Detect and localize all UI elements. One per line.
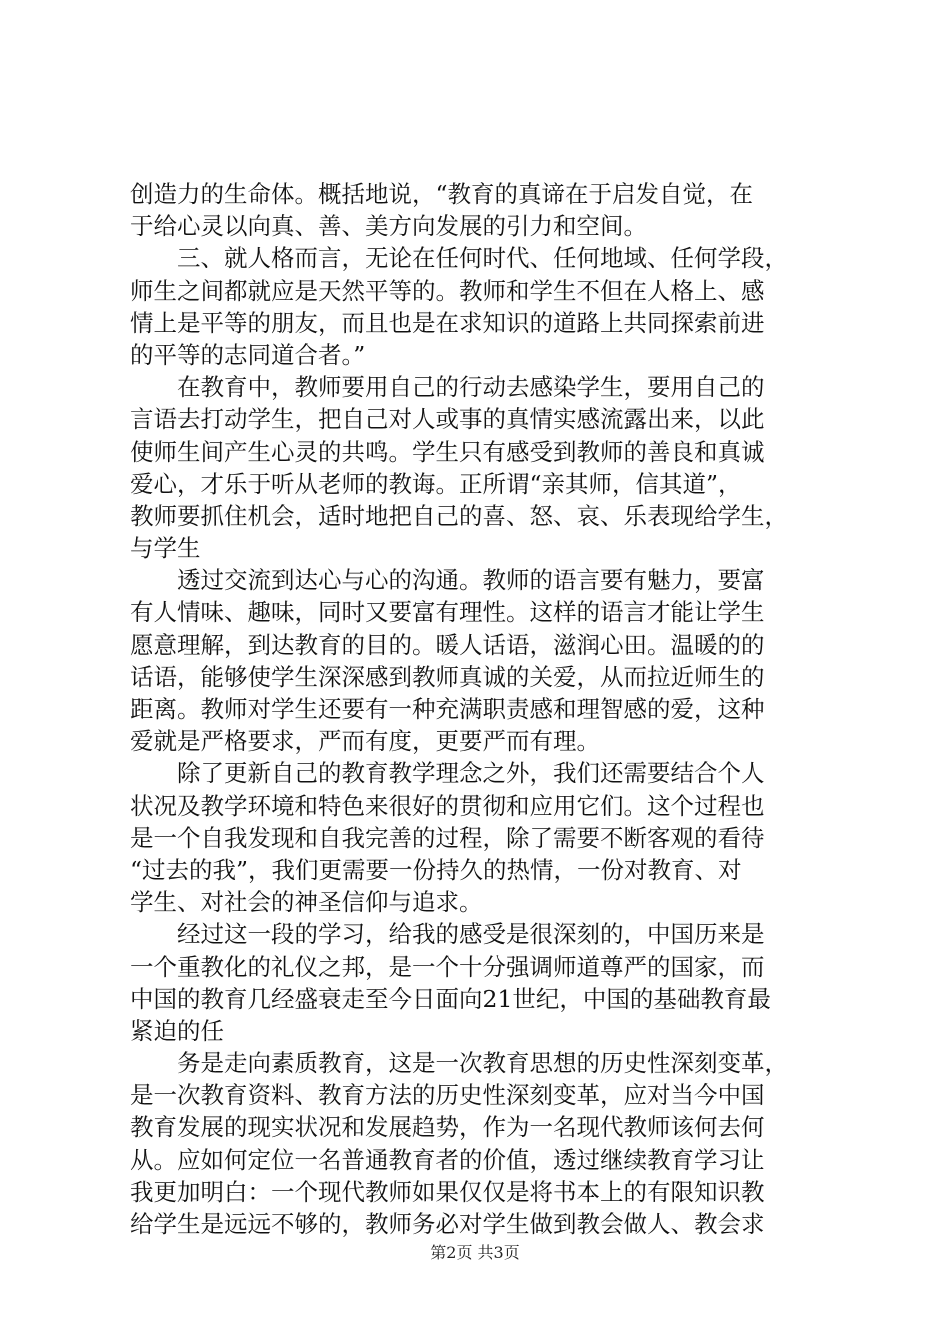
text-line: 言语去打动学生，把自己对人或事的真情实感流露出来，以此: [130, 405, 765, 434]
text-line: 紧迫的任: [130, 1016, 224, 1045]
text-line: 中国的教育几经盛衰走至今日面向21世纪，中国的基础教育最: [130, 984, 771, 1013]
text-line: 从。应如何定位一名普通教育者的价值，透过继续教育学习让: [130, 1145, 765, 1174]
text-line: 有人情味、趣味，同时又要富有理性。这样的语言才能让学生: [130, 598, 765, 627]
text-line: 学生、对社会的神圣信仰与追求。: [130, 888, 483, 917]
text-line: 情上是平等的朋友，而且也是在求知识的道路上共同探索前进: [130, 308, 765, 337]
text-line: 使师生间产生心灵的共鸣。学生只有感受到教师的善良和真诚: [130, 437, 765, 466]
text-line: 愿意理解，到达教育的目的。暖人话语，滋润心田。温暖的的: [130, 630, 765, 659]
text-line: 是一个自我发现和自我完善的过程，除了需要不断客观的看待: [130, 823, 765, 852]
text-line: 是一次教育资料、教育方法的历史性深刻变革，应对当今中国: [130, 1081, 765, 1110]
text-line: 我更加明白：一个现代教师如果仅仅是将书本上的有限知识教: [130, 1177, 765, 1206]
text-line: 师生之间都就应是天然平等的。教师和学生不但在人格上、感: [130, 276, 765, 305]
text-line: 状况及教学环境和特色来很好的贯彻和应用它们。这个过程也: [130, 791, 765, 820]
text-line: “过去的我”，我们更需要一份持久的热情，一份对教育、对: [130, 855, 742, 884]
page-number-footer: 第2页 共3页: [430, 1243, 520, 1262]
document-body: [130, 178, 835, 1240]
text-line: 距离。教师对学生还要有一种充满职责感和理智感的爱，这种: [130, 695, 765, 723]
text-line: 话语，能够使学生深深感到教师真诚的关爱，从而拉近师生的: [130, 662, 765, 691]
text-line: 三、就人格而言，无论在任何时代、任何地域、任何学段，: [130, 244, 788, 273]
text-line: 与学生: [130, 534, 201, 563]
text-line: 创造力的生命体。概括地说，“教育的真谛在于启发自觉，在: [130, 180, 754, 208]
text-line: 教育发展的现实状况和发展趋势，作为一名现代教师该何去何: [130, 1113, 765, 1142]
text-line: 爱就是严格要求，严而有度，更要严而有理。: [130, 727, 600, 756]
text-line: 经过这一段的学习，给我的感受是很深刻的，中国历来是: [130, 920, 765, 949]
text-line: 教师要抓住机会，适时地把自己的喜、怒、哀、乐表现给学生，: [130, 501, 788, 530]
text-line: 的平等的志同道合者。”: [130, 340, 366, 369]
text-line: 给学生是远远不够的，教师务必对学生做到教会做人、教会求: [130, 1210, 765, 1238]
text-line: 在教育中，教师要用自己的行动去感染学生，要用自己的: [130, 373, 765, 402]
text-line: 务是走向素质教育，这是一次教育思想的历史性深刻变革，: [130, 1049, 788, 1078]
text-line: 透过交流到达心与心的沟通。教师的语言要有魅力，要富: [130, 566, 765, 595]
text-line: 除了更新自己的教育教学理念之外，我们还需要结合个人: [130, 759, 765, 788]
text-line: 于给心灵以向真、善、美方向发展的引力和空间。: [130, 212, 647, 241]
text-line: 爱心，才乐于听从老师的教诲。正所谓“亲其师，信其道”，: [130, 469, 742, 498]
text-line: 一个重教化的礼仪之邦，是一个十分强调师道尊严的国家，而: [130, 952, 765, 981]
